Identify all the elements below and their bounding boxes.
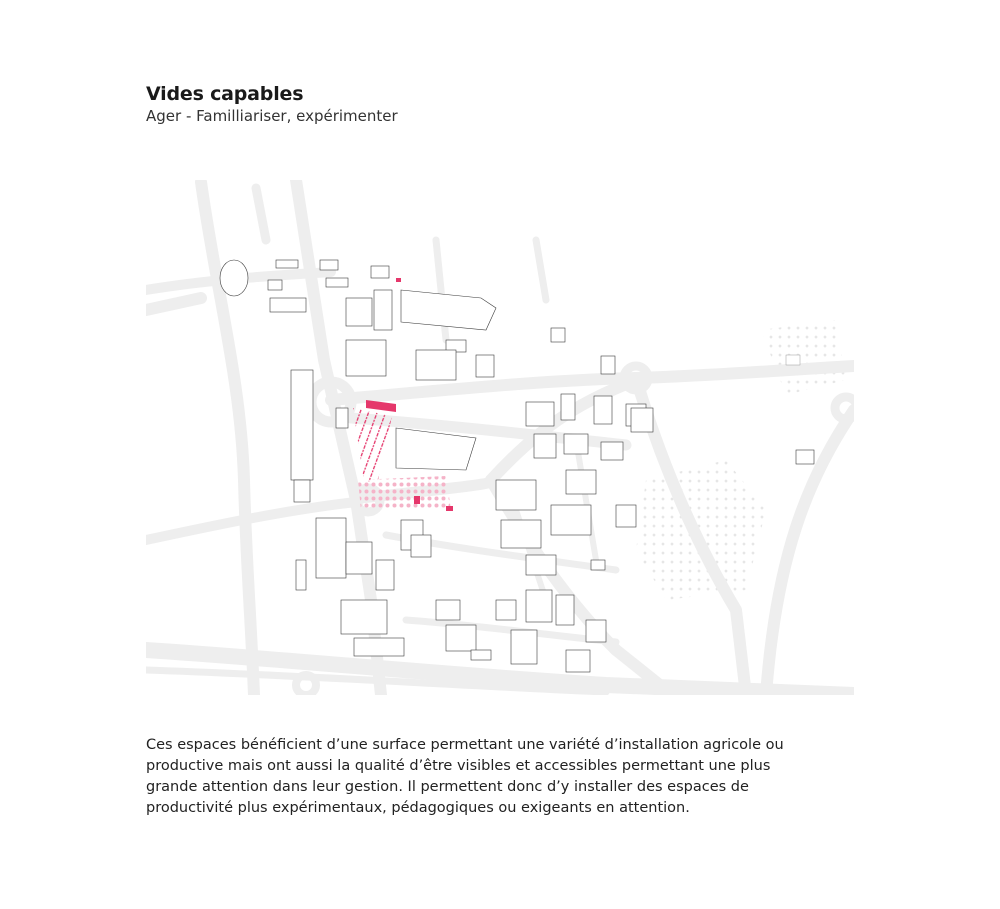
highlight-spot-north (396, 278, 401, 282)
highlight-bar (366, 400, 396, 412)
site-map (146, 180, 854, 695)
page-title: Vides capables (146, 83, 304, 105)
highlight-spot-east (446, 506, 453, 511)
highlight-spot-center (414, 496, 420, 504)
hatched-strip (353, 408, 392, 482)
page-subtitle: Ager - Familliariser, expérimenter (146, 107, 398, 125)
caption-text: Ces espaces bénéficient d’une surface permettant une variété d’installation agricole ou productive mais ont aussi la qualité d’être visibles et accessibles permettant une plus grande attention dans leur gestion. Il permettent donc d’y installer des espaces de productivité plus expérimentaux, pédagogiques ou exigeants en attention. (146, 737, 784, 816)
dotted-square (358, 476, 451, 510)
